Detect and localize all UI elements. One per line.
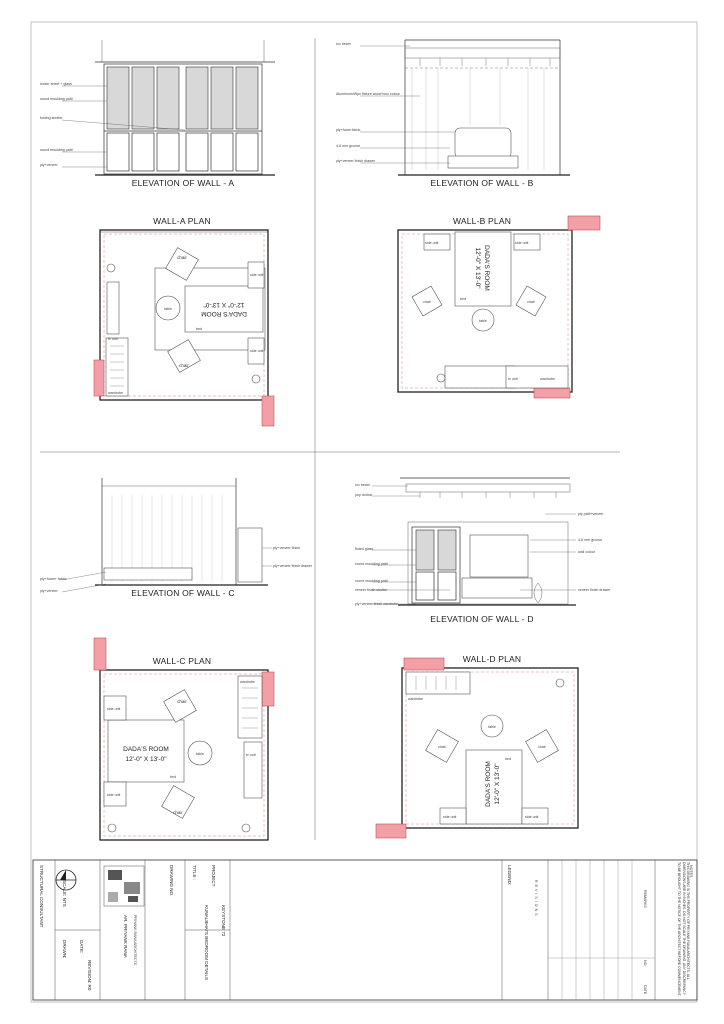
label-fluted-glass: fluted glass bbox=[355, 547, 374, 551]
plan-d-size: 12'-0" X 13'-0" bbox=[494, 763, 501, 805]
label-chair: chair bbox=[177, 699, 187, 704]
date-label: DATE: bbox=[79, 940, 84, 954]
structural-consultant: STRUCTURAL CONSULTANT bbox=[39, 865, 44, 928]
label-chair-2: chair bbox=[538, 745, 546, 749]
title-block bbox=[33, 860, 697, 1000]
label-veneer-shutter: veneer finish shutter bbox=[355, 588, 388, 592]
door-marker-2 bbox=[262, 396, 274, 426]
title-label: TITLE : bbox=[192, 865, 197, 881]
firm-logo bbox=[104, 866, 144, 906]
no-col: NO. bbox=[643, 960, 647, 967]
elevation-wall-b bbox=[336, 40, 570, 188]
label-wardrobe: wardrobe bbox=[240, 680, 255, 684]
chair bbox=[164, 690, 197, 723]
vase bbox=[534, 583, 542, 603]
elevation-c-title: ELEVATION OF WALL - C bbox=[131, 588, 235, 598]
revision-value: REVISION: R0 bbox=[87, 960, 92, 991]
drawing-title: KUNALBHAI'S BEDROOM DETAILS bbox=[204, 905, 209, 981]
label-ply-veneer: ply+veneer bbox=[40, 163, 58, 167]
plan-b-title: WALL-B PLAN bbox=[452, 216, 512, 226]
elevation-a-title: ELEVATION OF WALL - A bbox=[131, 178, 235, 188]
elevation-wall-c bbox=[40, 478, 313, 598]
label-groove: 4-6 mm groove bbox=[336, 144, 361, 148]
plan-wall-a bbox=[94, 216, 274, 426]
label-side-unit-2: side unit bbox=[250, 349, 264, 353]
label-bed: bed bbox=[196, 327, 202, 331]
headboard bbox=[455, 128, 511, 158]
notes-box bbox=[662, 862, 690, 998]
bed-base bbox=[448, 156, 518, 168]
elevation-d-title: ELEVATION OF WALL - D bbox=[430, 614, 534, 624]
label-veneer-drawer: veneer finish drawer bbox=[578, 588, 611, 592]
label-chair: chair bbox=[438, 745, 446, 749]
folding-shutters bbox=[104, 67, 262, 171]
door-marker-2 bbox=[376, 824, 406, 838]
label-ply-foam: ply+foam+ fabric bbox=[40, 577, 67, 581]
project-name: KEYSTONE 72 bbox=[221, 905, 226, 937]
door-marker bbox=[94, 360, 104, 396]
label-table: table bbox=[164, 307, 172, 311]
label-drawer: ply+veneer finish drawer bbox=[273, 564, 313, 568]
label-side-unit: side unit bbox=[443, 815, 457, 819]
drawn-label: DRAWN: bbox=[62, 940, 67, 959]
label-round-moulding: round moulding patti bbox=[355, 562, 388, 566]
plan-d-title: WALL-D PLAN bbox=[462, 654, 522, 664]
label-side-unit: side unit bbox=[250, 273, 264, 277]
remarks-col: REMARKS bbox=[643, 890, 647, 908]
label-side-unit: side unit bbox=[425, 241, 439, 245]
wardrobe bbox=[238, 676, 262, 738]
architect-name: AR. PRIYANK RANA bbox=[123, 915, 128, 958]
label-table: table bbox=[488, 725, 496, 729]
plan-d-room: DADA'S ROOM bbox=[485, 761, 492, 807]
bed-side bbox=[104, 568, 192, 580]
label-tv-unit: tv unit bbox=[246, 753, 256, 757]
plan-b-room: DADA'S ROOM bbox=[483, 245, 490, 291]
label-chair-2: chair bbox=[527, 300, 535, 304]
door-marker-2 bbox=[534, 388, 570, 398]
plan-c-title: WALL-C PLAN bbox=[152, 656, 212, 666]
label-wardrobe: ply+veneer finish wardrobe bbox=[355, 602, 399, 606]
plan-c-size: 12'-0" X 13'-0" bbox=[125, 756, 167, 763]
label-ply-veneer-finish: ply+veneer finish bbox=[273, 546, 301, 550]
notes-text: THIS DRAWING IS THE PROPERTY OF PRIYANK RANA ARCHITECTS. ALL DIMENSIONS ARE IN INCHES. DO NOT SCALE THE DRAWING. ANY DISCREPANCY TO BE BROUGHT TO THE NOTICE OF THE ARCHITECT BEFORE COMMENCEMENT. bbox=[677, 862, 690, 997]
label-side-unit-2: side unit bbox=[107, 793, 121, 797]
label-ply-foam: ply+foam fabric bbox=[336, 128, 361, 132]
legend-label: LEGEND: bbox=[507, 865, 512, 886]
label-side-unit-2: side unit bbox=[515, 241, 529, 245]
label-rcc-beam: rcc beam bbox=[355, 483, 370, 487]
label-wardrobe: wardrobe bbox=[108, 391, 123, 395]
wardrobe bbox=[406, 672, 470, 694]
door-marker bbox=[404, 658, 444, 670]
label-side-unit-2: side unit bbox=[525, 815, 539, 819]
label-ply-veneer: ply+veneer bbox=[40, 589, 58, 593]
label-wardrobe: wardrobe bbox=[408, 697, 423, 701]
label-side-unit: side unit bbox=[107, 707, 121, 711]
label-rcc-beam: rcc beam bbox=[336, 42, 351, 46]
wardrobe bbox=[106, 338, 128, 396]
tv-unit bbox=[238, 528, 262, 582]
plan-a-title: WALL-A PLAN bbox=[153, 216, 211, 226]
headboard bbox=[470, 535, 528, 577]
drawing-no-label: DRAWING NO. bbox=[169, 865, 174, 897]
plan-wall-b bbox=[398, 216, 600, 398]
notes-label: NOTES bbox=[689, 865, 693, 878]
label-round-moulding-2: round moulding patti bbox=[40, 148, 73, 152]
label-bed: bed bbox=[460, 297, 466, 301]
label-wardrobe: wardrobe bbox=[540, 377, 555, 381]
revisions-label: REVISIONS bbox=[534, 880, 538, 918]
label-wall-colour: wall colour bbox=[578, 550, 595, 554]
plan-wall-c bbox=[94, 638, 274, 840]
elevation-wall-a bbox=[40, 40, 275, 188]
label-table: table bbox=[196, 752, 204, 756]
door-marker bbox=[568, 216, 600, 230]
scale-value: SCALE: NTS bbox=[62, 880, 67, 907]
project-label: PROJECT bbox=[211, 865, 216, 887]
label-aluminium-fixture: Aluminium/Wpc fixture wood+cnc colour bbox=[336, 92, 400, 96]
label-bed: bed bbox=[170, 775, 176, 779]
label-locker-sheet: locker sheet + glass bbox=[40, 82, 72, 86]
firm-name: PRIYANK RANA ARCHITECTS bbox=[133, 915, 137, 966]
plan-a-size: 12'-0" X 13'-0" bbox=[203, 301, 245, 308]
label-folding-shutter: folding shutter bbox=[40, 116, 63, 120]
label-round-moulding: round moulding patti bbox=[40, 97, 73, 101]
label-drawer: ply+veneer finish drawer bbox=[336, 159, 376, 163]
label-tv-unit: tv unit bbox=[508, 377, 518, 381]
plan-a-room: DADA'S ROOM bbox=[201, 310, 247, 317]
bed bbox=[455, 232, 511, 306]
label-table: table bbox=[479, 319, 487, 323]
elevation-wall-d bbox=[355, 478, 611, 624]
door-marker-2 bbox=[262, 672, 274, 706]
plan-c-room: DADA'S ROOM bbox=[123, 746, 169, 753]
bed bbox=[185, 286, 263, 332]
label-groove: 4-6 mm groove bbox=[578, 538, 603, 542]
label-tv-unit: tv unit bbox=[108, 337, 118, 341]
label-bed: bed bbox=[505, 757, 511, 761]
door-marker bbox=[94, 638, 106, 670]
elevation-b-title: ELEVATION OF WALL - B bbox=[430, 178, 534, 188]
date-col: DATE bbox=[643, 985, 647, 995]
label-pop-drohar: pop drohar bbox=[355, 493, 373, 497]
plan-b-size: 12'-0" X 13'-0" bbox=[474, 247, 481, 289]
label-chair-2: chair bbox=[179, 363, 189, 368]
label-chair: chair bbox=[177, 255, 187, 260]
label-chair-2: chair bbox=[173, 810, 183, 815]
label-chair: chair bbox=[423, 300, 431, 304]
plan-wall-d bbox=[376, 654, 578, 838]
label-ply-patti: ply patti+veneer bbox=[578, 512, 604, 516]
label-round-moulding-2: round moulding patti bbox=[355, 579, 388, 583]
